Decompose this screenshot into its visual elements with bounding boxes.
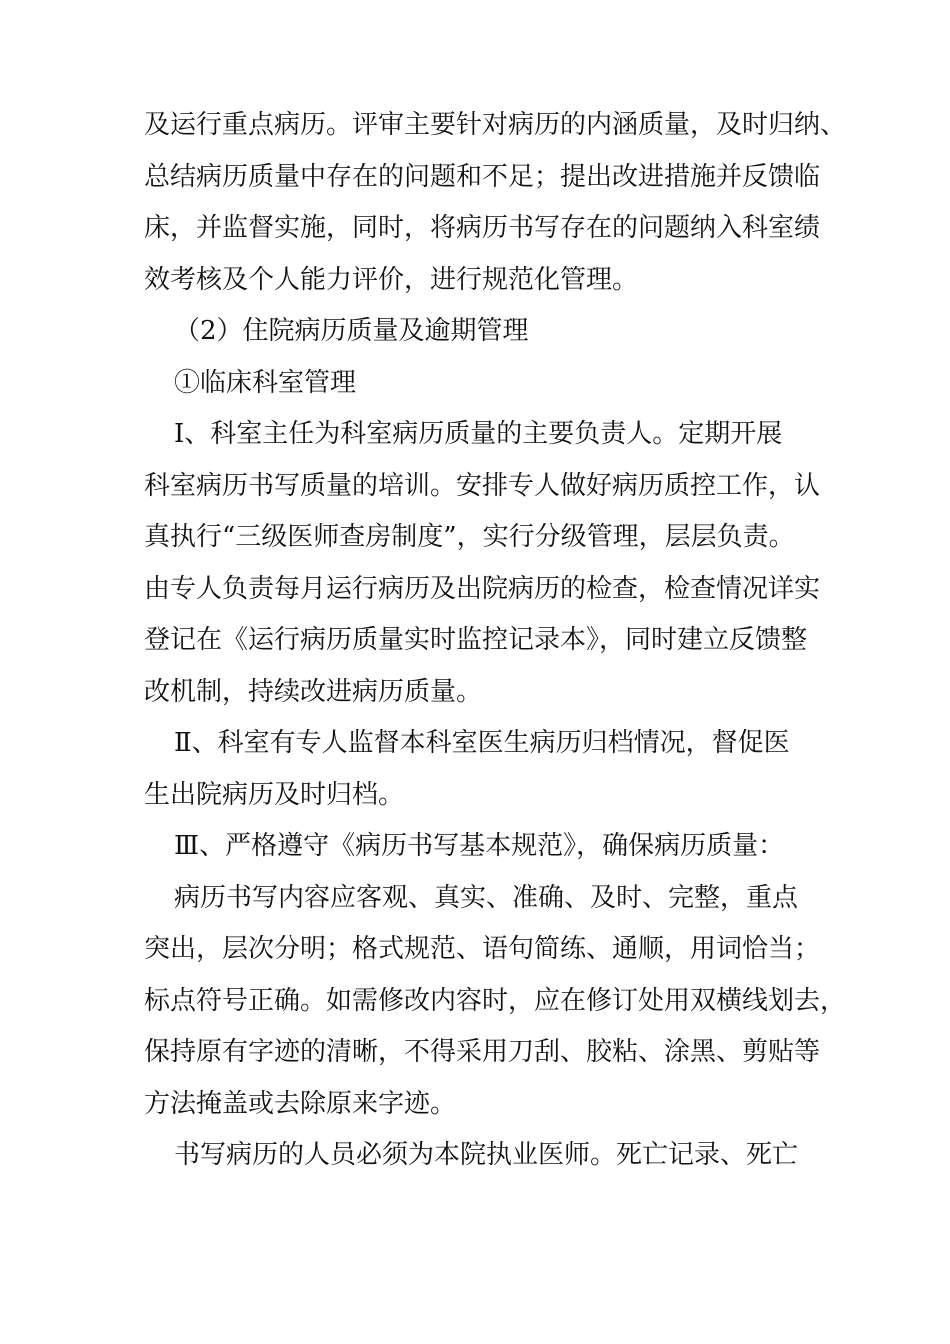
text-line: 由专人负责每月运行病历及出院病历的检查，检查情况详实 (144, 573, 821, 604)
text-line: 标点符号正确。如需修改内容时，应在修订处用双横线划去， (144, 985, 847, 1016)
text-line: 科室病历书写质量的培训。安排专人做好病历质控工作，认 (144, 470, 821, 501)
text-line: 及运行重点病历。评审主要针对病历的内涵质量，及时归纳、 (144, 110, 847, 140)
text-line: 登记在《运行病历质量实时监控记录本》，同时建立反馈整 (144, 625, 808, 655)
section-heading: （2）住院病历质量及逾期管理 (174, 316, 529, 346)
text-line: 真执行“三级医师查房制度”，实行分级管理，层层负责。 (144, 522, 795, 552)
text-line: 病历书写内容应客观、真实、准确、及时、完整，重点 (174, 882, 799, 913)
text-line: 方法掩盖或去除原来字迹。 (144, 1088, 457, 1119)
subsection-heading: ①临床科室管理 (174, 367, 357, 398)
text-line: 效考核及个人能力评价，进行规范化管理。 (144, 264, 639, 295)
text-line: 总结病历质量中存在的问题和不足；提出改进措施并反馈临 (144, 161, 821, 192)
text-line: 床，并监督实施，同时，将病历书写存在的问题纳入科室绩 (144, 213, 821, 243)
text-line: 突出，层次分明；格式规范、语句简练、通顺，用词恰当； (144, 934, 821, 964)
text-line: Ⅱ、科室有专人监督本科室医生病历归档情况，督促医 (174, 728, 790, 758)
text-line: Ⅰ、科室主任为科室病历质量的主要负责人。定期开展 (174, 419, 783, 449)
text-line: 书写病历的人员必须为本院执业医师。死亡记录、死亡 (174, 1140, 799, 1170)
document-body (144, 100, 847, 1182)
text-line: Ⅲ、严格遵守《病历书写基本规范》，确保病历质量： (174, 831, 785, 861)
text-line: 改机制，持续改进病历质量。 (144, 676, 483, 707)
text-line: 生出院病历及时归档。 (144, 779, 405, 810)
text-line: 保持原有字迹的清晰，不得采用刀刮、胶粘、涂黑、剪贴等 (144, 1037, 821, 1067)
